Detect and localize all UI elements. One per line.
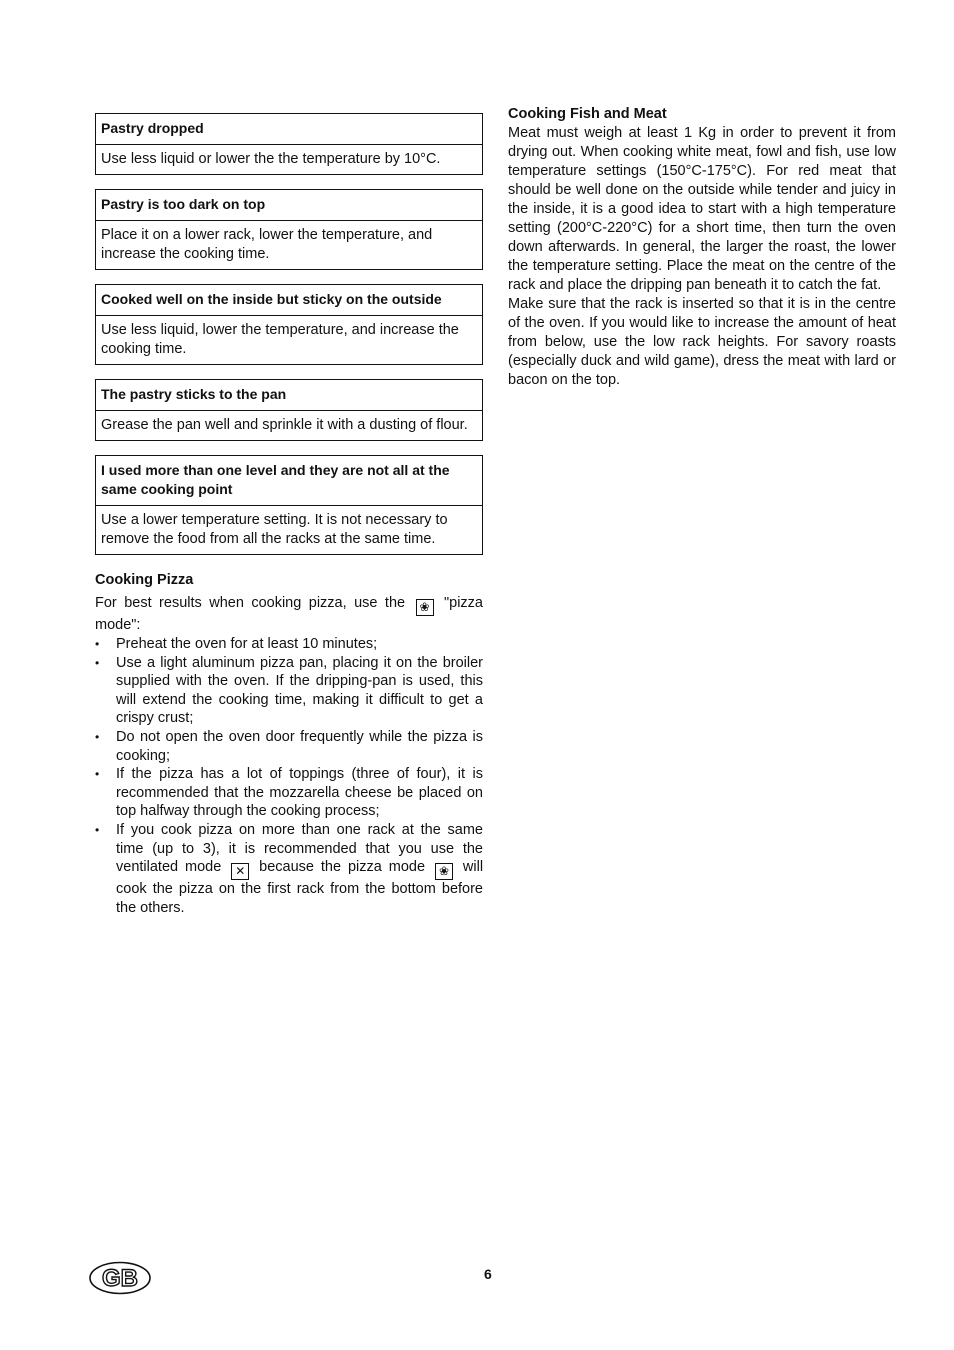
pizza-intro-text: For best results when cooking pizza, use the <box>95 595 406 611</box>
pizza-section <box>95 571 483 917</box>
bullet-text: because the pizza mode <box>259 859 426 876</box>
pizza-intro <box>95 594 483 635</box>
trouble-box <box>95 455 483 555</box>
trouble-box <box>95 284 483 365</box>
fish-meat-heading: Cooking Fish and Meat <box>508 106 667 122</box>
left-column <box>95 113 483 917</box>
list-item: • Use a light aluminum pizza pan, placing it on the broiler supplied with the oven. If the dripping-pan is used, this will extend the cooking time, making it difficult to get a crispy crust; <box>95 654 483 728</box>
trouble-remedy: Use less liquid or lower the the temperature by 10°C. <box>101 151 441 167</box>
pizza-mode-icon: ❀ <box>435 863 453 880</box>
trouble-title: Pastry dropped <box>96 114 482 145</box>
trouble-title: I used more than one level and they are not all at the same cooking point <box>96 456 482 506</box>
trouble-box <box>95 379 483 441</box>
right-column <box>508 105 896 390</box>
pizza-tips-list <box>95 635 483 917</box>
gb-country-badge <box>88 1261 152 1295</box>
trouble-title: Cooked well on the inside but sticky on the outside <box>96 285 482 316</box>
trouble-box <box>95 113 483 175</box>
ventilated-mode-icon: ✕ <box>231 863 249 880</box>
bullet-text: will cook the pizza on the first rack from the bottom before the others. <box>116 859 484 916</box>
fish-meat-paragraph: Meat must weigh at least 1 Kg in order to prevent it from drying out. When cooking white meat, fowl and fish, use low temperature settings (150°C-175°C). For red meat that should be well done on the outside while tender and juicy in the inside, it is a good idea to start with a high temperature setting (200°C-220°C) for a short time, then turn the oven down afterwards. In general, the larger the roast, the lower the temperature setting. Place the meat on the centre of the rack and place the dripping pan beneath it to catch the fat. <box>508 125 896 293</box>
bullet-text: If you cook pizza on more than one rack at the same time (up to 3), it is recommended that you use the ventilated mode <box>116 821 483 876</box>
list-item: • Do not open the oven door frequently while the pizza is cooking; <box>95 728 483 765</box>
trouble-title: The pastry sticks to the pan <box>96 380 482 411</box>
trouble-remedy: Use a lower temperature setting. It is not necessary to remove the food from all the racks at the same time. <box>101 512 448 547</box>
pizza-heading: Cooking Pizza <box>95 572 194 588</box>
list-item: • Preheat the oven for at least 10 minutes; <box>95 635 483 654</box>
trouble-remedy: Place it on a lower rack, lower the temperature, and increase the cooking time. <box>101 227 433 262</box>
pizza-intro-mode: "pizza mode": <box>95 595 483 633</box>
trouble-title: Pastry is too dark on top <box>96 190 482 221</box>
fish-meat-paragraph: Make sure that the rack is inserted so that it is in the centre of the oven. If you would like to increase the amount of heat from below, use the low rack heights. For savory roasts (especially duck and wild game), dress the meat with lard or bacon on the top. <box>508 296 896 388</box>
page-number: 6 <box>484 1266 492 1282</box>
country-code: GB <box>102 1265 138 1292</box>
trouble-box <box>95 189 483 270</box>
pizza-mode-icon: ❀ <box>416 599 434 616</box>
list-item: • If the pizza has a lot of toppings (three of four), it is recommended that the mozzarella cheese be placed on top halfway through the cooking process; <box>95 765 483 821</box>
trouble-remedy: Use less liquid, lower the temperature, and increase the cooking time. <box>101 322 459 357</box>
trouble-remedy: Grease the pan well and sprinkle it with a dusting of flour. <box>101 417 468 433</box>
list-item <box>95 821 483 917</box>
